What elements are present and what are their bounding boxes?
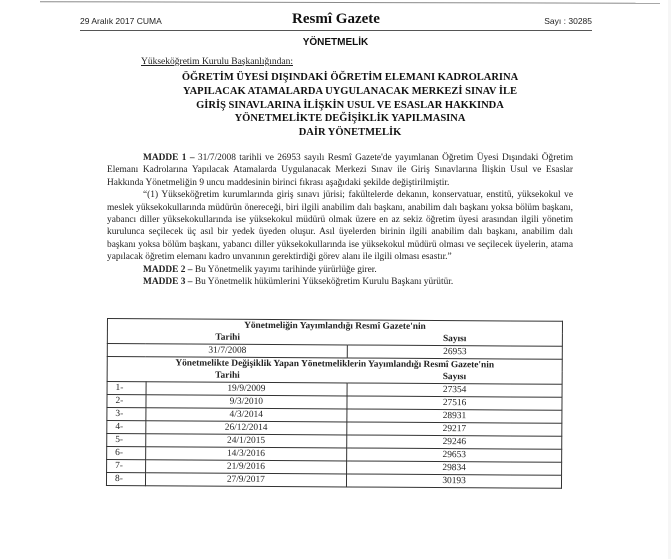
amendment-number: 30193 — [347, 474, 562, 488]
col-header-date: Tarihi — [107, 331, 347, 345]
article-1 — [107, 152, 573, 189]
amendment-index: 6- — [107, 447, 146, 460]
article-label: MADDE 2 – — [143, 264, 193, 275]
article-label: MADDE 1 – — [143, 153, 195, 163]
amendment-index: 7- — [107, 460, 146, 473]
regulation-body — [107, 152, 573, 288]
amendment-date: 21/9/2016 — [145, 460, 347, 474]
regulation-title — [120, 71, 580, 140]
original-date: 31/7/2008 — [107, 344, 347, 358]
regulation-title-line: ÖĞRETİM ÜYESİ DIŞINDAKİ ÖĞRETİM ELEMANI KADROLARINA — [181, 72, 519, 83]
header-divider — [80, 30, 592, 31]
col-header-number: Sayısı — [347, 370, 562, 384]
article-3 — [107, 276, 573, 288]
amendment-number: 29653 — [347, 448, 562, 462]
article-1-quote: “(1) Yükseköğretim kurumlarında giriş sınavı jürisi; fakültelerde dekanın, konservatuar, enstitü, yüksekokul ve meslek yüksekokullarında müdürün önereceği, biri ilgili anabilim dalı başkanı, anabilim dalı başkanı yoksa bölüm başkanı, yabancı diller yüksekokullarında ise yüksekokul müdürü olmak üzere en az sekiz öğretim üyesi arasından ilgili yönetim kurulunca seçilecek üç asıl bir yedek üyeden oluşur. Asıl üyelerden birinin ilgili anabilim dalı başkanı, anabilim dalı başkanı yoksa bölüm başkanı, yabancı diller yüksekokullarında ise yüksekokul müdürü olması ve seçilecek üyelerin, atama yapılacak öğretim elemanı kadro unvanının gerektirdiği görev alanı ile ilgili olması esastır.” — [107, 190, 573, 263]
amendment-number: 27354 — [347, 383, 562, 397]
amendment-index: 2- — [107, 395, 146, 408]
issue-number: Sayı : 30285 — [544, 16, 592, 26]
original-number: 26953 — [347, 345, 562, 359]
issue-date: 29 Aralık 2017 CUMA — [80, 16, 162, 26]
amendment-number: 29834 — [347, 461, 562, 475]
regulation-title-line: GİRİŞ SINAVLARINA İLİŞKİN USUL VE ESASLAR HAKKINDA — [196, 99, 504, 111]
amendment-number: 28931 — [347, 409, 562, 423]
publication-history-table — [106, 318, 563, 489]
amendment-date: 14/3/2016 — [145, 447, 347, 461]
col-header-number: Sayısı — [347, 332, 562, 346]
amendment-index: 1- — [107, 382, 146, 395]
scan-edge-line — [40, 1, 660, 4]
regulation-title-line: YÖNETMELİKTE DEĞİŞİKLİK YAPILMASINA — [234, 113, 466, 125]
regulation-title-line: DAİR YÖNETMELİK — [298, 127, 402, 139]
amendment-index: 4- — [107, 421, 146, 434]
gazette-header — [80, 10, 592, 32]
col-header-date: Tarihi — [107, 369, 347, 383]
amendment-number: 27516 — [347, 396, 562, 410]
amendment-date: 26/12/2014 — [145, 421, 347, 435]
amendment-date: 27/9/2017 — [145, 473, 347, 487]
article-text: 31/7/2008 tarihli ve 26953 sayılı Resmî Gazete'de yayımlanan Öğretim Üyesi Dışındaki Öğretim Elemanı Kadrolarına Yapılacak Atamalarda Uygulanacak Merkezi Sınav ile Giriş Sınavlarına İlişkin Usul ve Esaslar Hakkında Yönetmeliğin 9 uncu maddesinin birinci fıkrası aşağıdaki şekilde değiştirilmiştir. — [107, 153, 574, 188]
amendment-row — [106, 473, 561, 489]
article-2 — [107, 264, 573, 276]
original-header: Yönetmeliğin Yayımlandığı Resmî Gazete'nin — [107, 319, 562, 334]
article-text: Bu Yönetmelik hükümlerini Yükseköğretim Kurulu Başkanı yürütür. — [194, 277, 454, 288]
amendment-number: 29217 — [347, 422, 562, 436]
amendment-date: 24/1/2015 — [145, 434, 347, 448]
amendment-date: 19/9/2009 — [146, 382, 348, 396]
article-text: Bu Yönetmelik yayımı tarihinde yürürlüğe girer. — [194, 264, 377, 275]
amendment-index: 3- — [107, 408, 146, 421]
amendment-index: 8- — [106, 473, 145, 486]
section-type: YÖNETMELİK — [302, 37, 369, 48]
regulation-title-line: YAPILACAK ATAMALARDA UYGULANACAK MERKEZİ SINAV İLE — [182, 85, 517, 97]
gazette-title: Resmî Gazete — [292, 11, 380, 27]
amendments-header: Yönetmelikte Değişiklik Yapan Yönetmeliklerin Yayımlandığı Resmî Gazete'nin — [107, 357, 562, 372]
amendment-index: 5- — [107, 434, 146, 447]
amendment-number: 29246 — [347, 435, 562, 449]
amendment-date: 4/3/2014 — [145, 408, 347, 422]
article-label: MADDE 3 – — [143, 277, 193, 288]
amendment-date: 9/3/2010 — [145, 395, 347, 409]
issuing-authority: Yükseköğretim Kurulu Başkanlığından: — [141, 57, 293, 67]
